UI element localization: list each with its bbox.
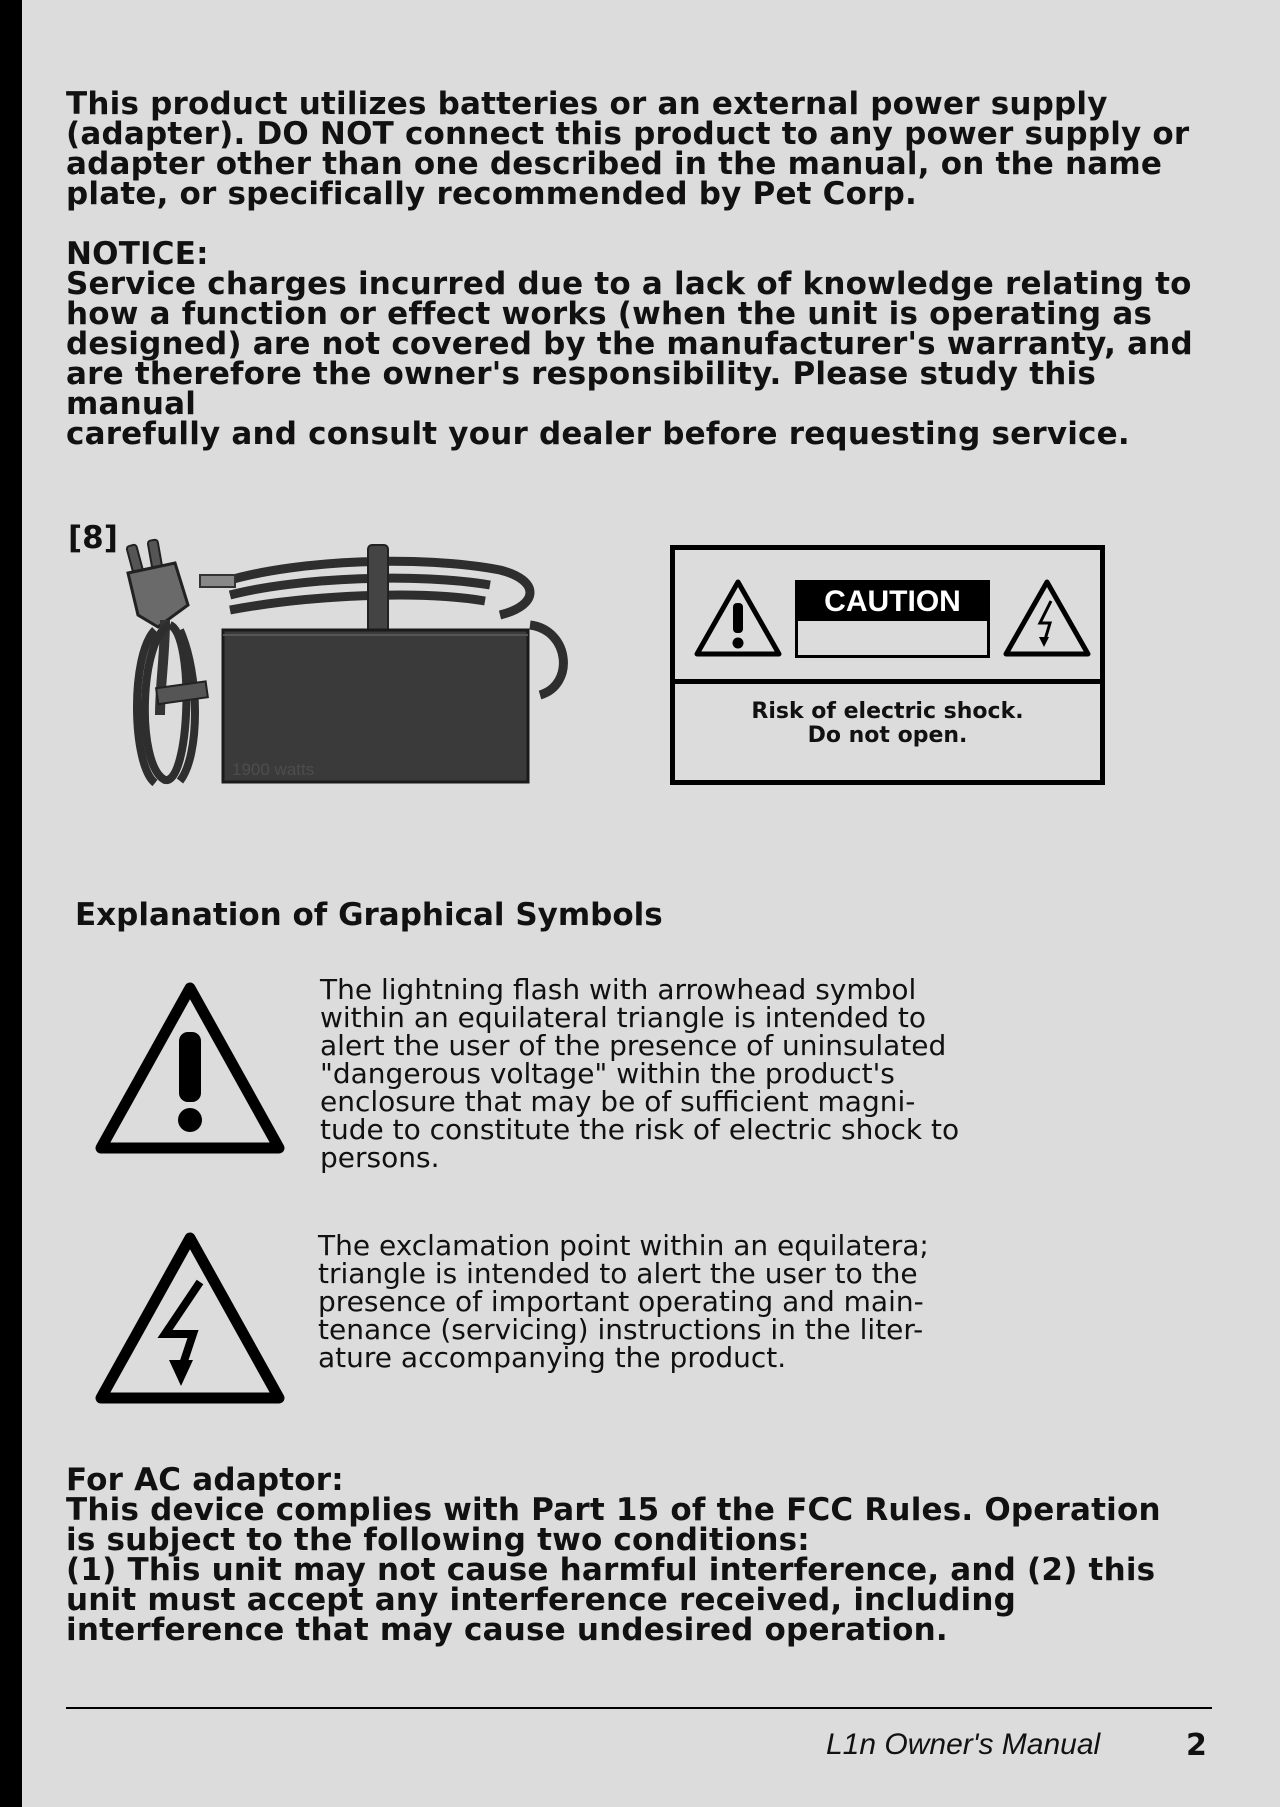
adapter-label: 1900 watts xyxy=(232,760,315,779)
fcc-line: This device complies with Part 15 of the FCC Rules. Operation xyxy=(66,1492,1161,1528)
fcc-line: (1) This unit may not cause harmful interference, and (2) this xyxy=(66,1552,1156,1588)
symbol-line: within an equilateral triangle is intended to xyxy=(320,1001,927,1034)
notice-heading: NOTICE: xyxy=(66,236,209,272)
symbol-line: enclosure that may be of sufficient magni- xyxy=(320,1085,916,1118)
caution-panel xyxy=(670,545,1105,785)
symbol-line: presence of important operating and main- xyxy=(318,1285,924,1318)
symbol-description xyxy=(318,1229,1078,1374)
fcc-heading: For AC adaptor: xyxy=(66,1462,344,1498)
symbol-line: tude to constitute the risk of electric shock to xyxy=(320,1113,960,1146)
lightning-triangle-icon xyxy=(93,1230,287,1408)
notice-line: Service charges incurred due to a lack of knowledge relating to xyxy=(66,266,1192,302)
symbol-line: The lightning flash with arrowhead symbol xyxy=(320,973,917,1006)
intro-line: This product utilizes batteries or an external power supply xyxy=(66,86,1108,122)
symbol-line: ature accompanying the product. xyxy=(318,1341,787,1374)
notice-line: how a function or effect works (when the unit is operating as xyxy=(66,296,1153,332)
symbol-line: "dangerous voltage" within the product's xyxy=(320,1057,895,1090)
intro-line: (adapter). DO NOT connect this product to any power supply or xyxy=(66,116,1190,152)
fcc-section xyxy=(66,1462,1226,1648)
symbols-heading: Explanation of Graphical Symbols xyxy=(75,897,663,933)
symbol-description xyxy=(320,973,1080,1174)
notice-line: are therefore the owner's responsibility. Please study this manual xyxy=(66,356,1096,422)
fcc-line: interference that may cause undesired operation. xyxy=(66,1612,948,1648)
symbol-line: persons. xyxy=(320,1141,440,1174)
figure-label: [8] xyxy=(68,520,118,556)
exclamation-triangle-icon xyxy=(93,980,287,1158)
caution-line: Do not open. xyxy=(807,723,968,748)
symbol-line: alert the user of the presence of uninsulated xyxy=(320,1029,947,1062)
symbol-line: The exclamation point within an equilatera; xyxy=(318,1229,929,1262)
symbol-line: triangle is intended to alert the user to the xyxy=(318,1257,918,1290)
lightning-triangle-icon xyxy=(1002,577,1092,659)
page-number: 2 xyxy=(1186,1728,1207,1763)
caution-warning-text xyxy=(675,700,1100,748)
caution-panel-top xyxy=(675,550,1100,684)
power-adapter-icon xyxy=(120,535,580,795)
footer-manual-title: L1n Owner's Manual xyxy=(826,1728,1101,1761)
notice-section xyxy=(66,236,1226,452)
caution-line: Risk of electric shock. xyxy=(751,699,1024,724)
footer-divider xyxy=(66,1707,1212,1709)
intro-line: plate, or specifically recommended by Pet Corp. xyxy=(66,176,917,212)
caution-label-box xyxy=(795,580,990,658)
left-edge-bar xyxy=(0,0,22,1807)
intro-paragraph xyxy=(66,86,1226,212)
power-adapter-image xyxy=(120,535,580,795)
fcc-line: is subject to the following two conditions: xyxy=(66,1522,810,1558)
exclamation-triangle-icon xyxy=(693,577,783,659)
notice-line: carefully and consult your dealer before requesting service. xyxy=(66,416,1130,452)
symbol-line: tenance (servicing) instructions in the liter- xyxy=(318,1313,924,1346)
caution-label: CAUTION xyxy=(798,583,987,621)
notice-line: designed) are not covered by the manufacturer's warranty, and xyxy=(66,326,1193,362)
intro-line: adapter other than one described in the manual, on the name xyxy=(66,146,1163,182)
fcc-line: unit must accept any interference received, including xyxy=(66,1582,1016,1618)
